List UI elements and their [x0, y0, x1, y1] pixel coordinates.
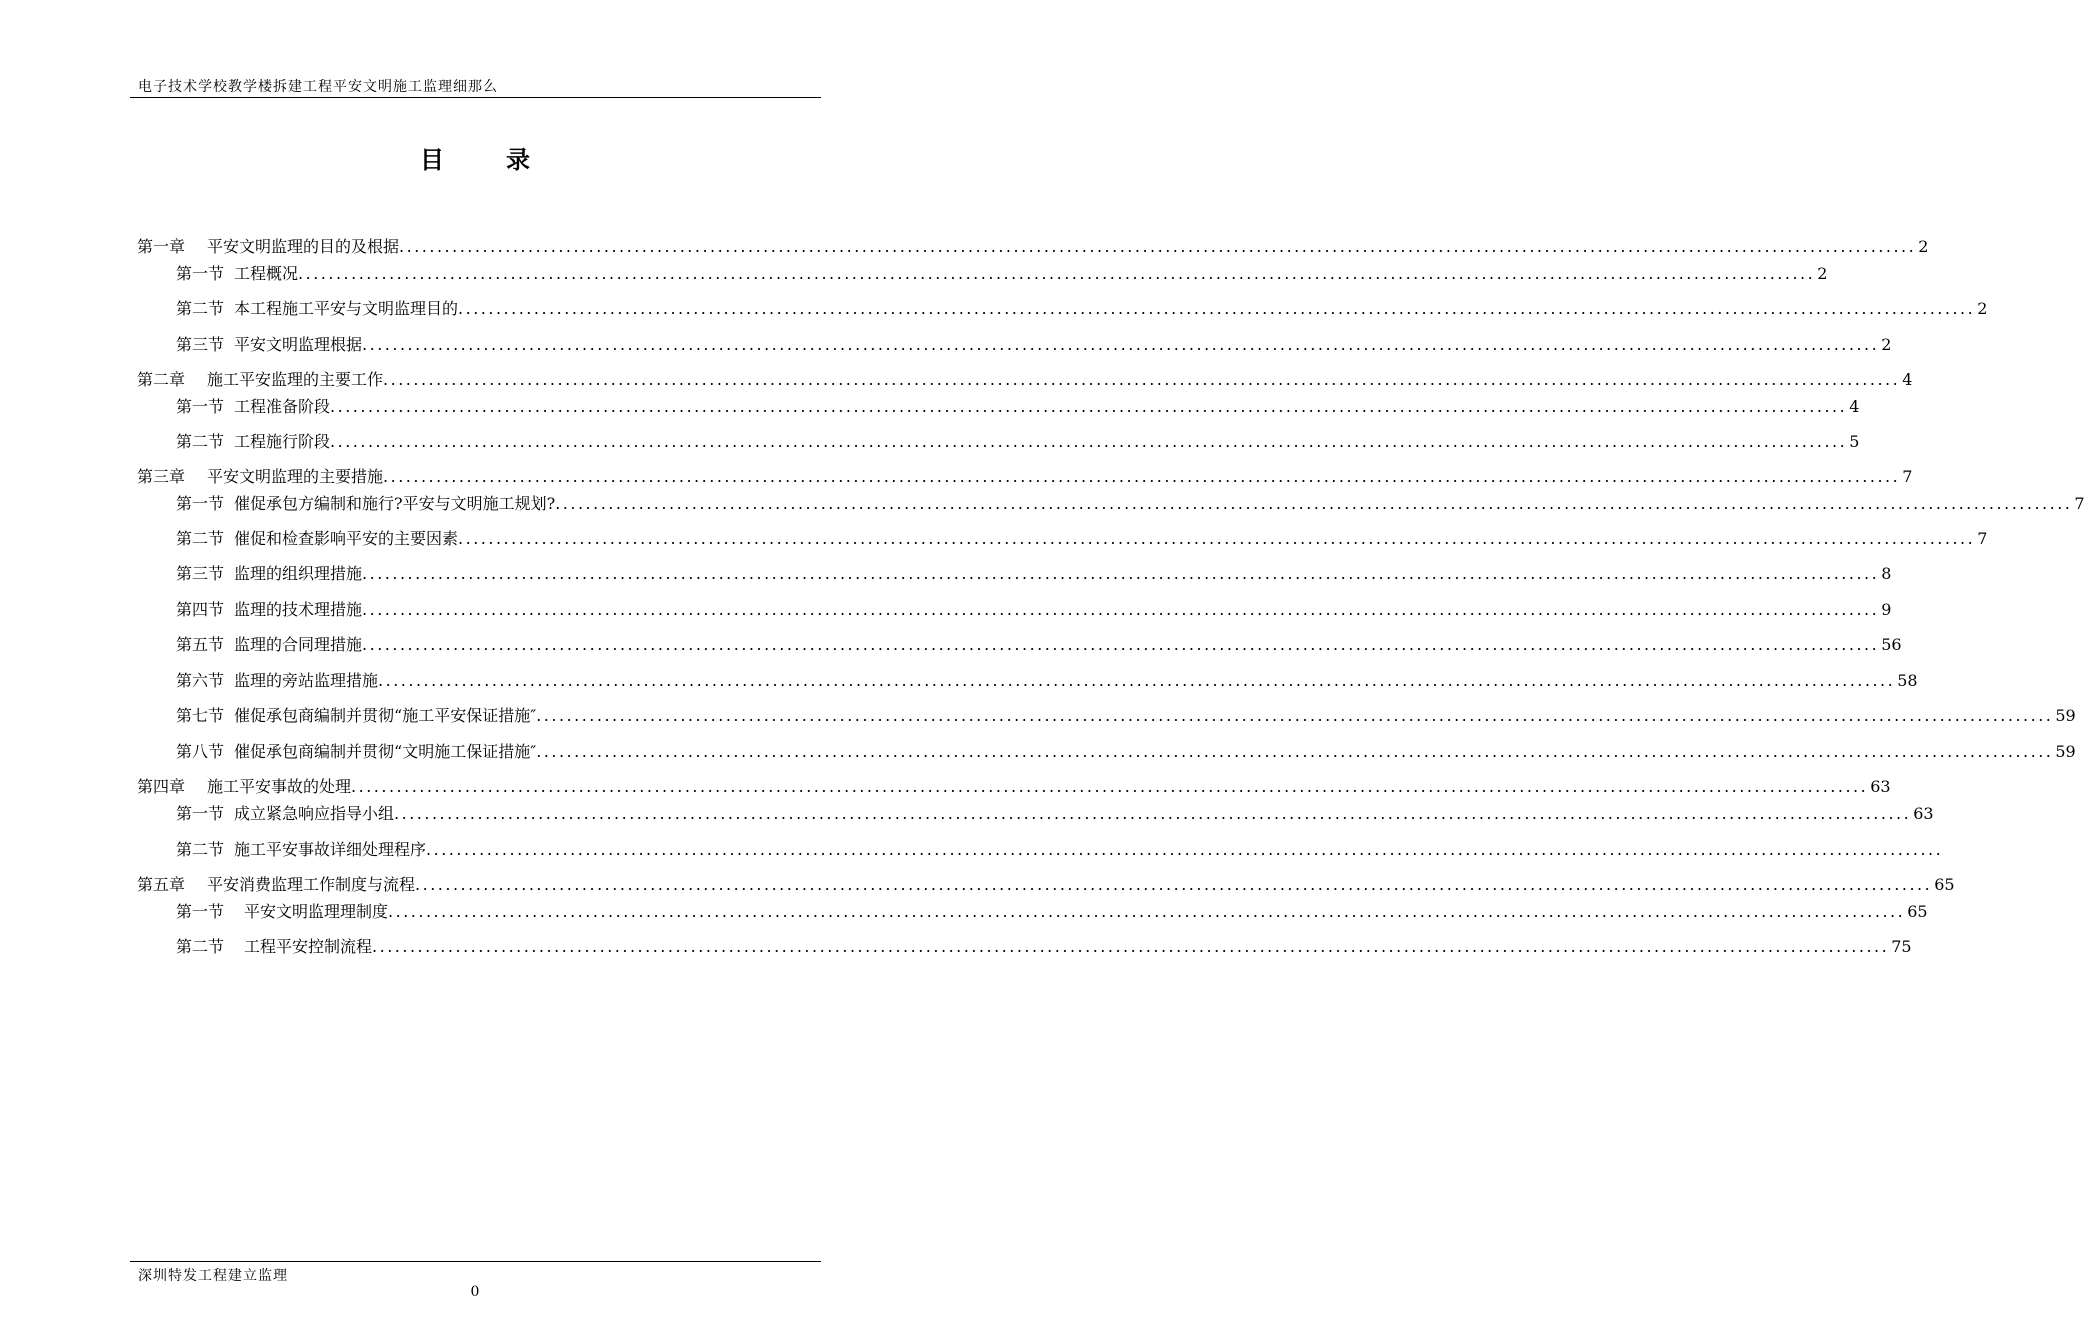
toc-entry-label: 第二节 [176, 529, 225, 548]
toc-dot-leader: ........................................................................................................................................................................................................ [426, 840, 1944, 859]
toc-dot-leader: ........................................................................................................................................................................................................ [362, 335, 1880, 354]
header-rule [130, 97, 821, 98]
toc-entry-title: 平安消费监理工作制度与流程 [207, 875, 416, 894]
toc-entry-title: 监理的合同理措施 [234, 635, 363, 654]
toc-entry-label: 第一节 [176, 902, 225, 921]
toc-entry-label: 第二章 [137, 370, 186, 389]
toc-dot-leader: ........................................................................................................................................................................................................ [351, 777, 1869, 796]
toc-entry-label: 第二节 [176, 840, 225, 859]
toc-entry[interactable] [137, 236, 1929, 258]
toc-entry-label: 第二节 [176, 299, 225, 318]
toc-entry-page: 4 [1849, 397, 1860, 416]
toc-entry-label: 第二节 [176, 937, 225, 956]
toc-entry[interactable] [176, 263, 1828, 285]
page-header-text: 电子技术学校教学楼拆建工程平安文明施工监理细那么 [138, 79, 498, 95]
toc-entry-label: 第八节 [176, 742, 225, 761]
toc-dot-leader: ........................................................................................................................................................................................................ [362, 600, 1880, 619]
toc-entry-label: 第四章 [137, 777, 186, 796]
toc-entry-page: 65 [1907, 902, 1928, 921]
toc-dot-leader: ........................................................................................................................................................................................................ [330, 432, 1848, 451]
toc-dot-leader: ........................................................................................................................................................................................................ [415, 875, 1933, 894]
toc-entry-page: 2 [1918, 237, 1929, 256]
toc-entry-label: 第六节 [176, 671, 225, 690]
toc-entry-page: 2 [1881, 335, 1892, 354]
toc-dot-leader: ........................................................................................................................................................................................................ [394, 804, 1912, 823]
toc-entry-label: 第五章 [137, 875, 186, 894]
toc-dot-leader: ........................................................................................................................................................................................................ [399, 237, 1917, 256]
toc-entry-page: 59 [2055, 706, 2076, 725]
toc-entry-label: 第五节 [176, 635, 225, 654]
toc-entry-page: 58 [1897, 671, 1918, 690]
toc-entry[interactable] [176, 493, 2085, 515]
toc-entry-title: 催促承包商编制并贯彻“文明施工保证措施″ [234, 742, 537, 761]
toc-entry-title: 催促承包商编制并贯彻“施工平安保证措施″ [234, 706, 537, 725]
footer-rule [130, 1261, 821, 1262]
toc-dot-leader: ........................................................................................................................................................................................................ [388, 902, 1906, 921]
toc-dot-leader: ........................................................................................................................................................................................................ [330, 397, 1848, 416]
toc-entry[interactable] [176, 741, 2076, 763]
toc-dot-leader: ........................................................................................................................................................................................................ [458, 529, 1976, 548]
toc-entry-page: 7 [1977, 529, 1988, 548]
toc-entry-title: 工程平安控制流程 [244, 937, 373, 956]
toc-dot-leader: ........................................................................................................................................................................................................ [555, 494, 2073, 513]
toc-entry-title: 成立紧急响应指导小组 [234, 804, 395, 823]
toc-entry-page: 2 [1977, 299, 1988, 318]
toc-entry-title: 监理的旁站监理措施 [234, 671, 379, 690]
toc-entry-title: 催促承包方编制和施行?平安与文明施工规划? [234, 494, 556, 513]
toc-entry-label: 第一章 [137, 237, 186, 256]
toc-entry-title: 监理的技术理措施 [234, 600, 363, 619]
toc-entry-title: 工程概况 [234, 264, 299, 283]
toc-entry[interactable] [176, 334, 1892, 356]
toc-entry[interactable] [176, 396, 1860, 418]
toc-entry-page: 65 [1934, 875, 1955, 894]
toc-entry[interactable] [176, 839, 1944, 861]
toc-entry-page: 2 [1817, 264, 1828, 283]
toc-entry-title: 监理的组织理措施 [234, 564, 363, 583]
toc-entry-title: 催促和检查影响平安的主要因素 [234, 529, 459, 548]
toc-entry-title: 工程施行阶段 [234, 432, 331, 451]
toc-entry-title: 工程准备阶段 [234, 397, 331, 416]
toc-entry-label: 第四节 [176, 600, 225, 619]
toc-entry-title: 本工程施工平安与文明监理目的 [234, 299, 459, 318]
toc-dot-leader: ........................................................................................................................................................................................................ [383, 467, 1901, 486]
toc-entry-page: 63 [1913, 804, 1934, 823]
toc-title: 目录 [420, 145, 592, 174]
toc-entry-page: 56 [1881, 635, 1902, 654]
toc-entry[interactable] [137, 776, 1891, 798]
toc-entry[interactable] [176, 298, 1988, 320]
toc-entry-label: 第三章 [137, 467, 186, 486]
toc-entry-title: 平安文明监理的主要措施 [207, 467, 384, 486]
toc-entry-title: 平安文明监理理制度 [244, 902, 389, 921]
toc-dot-leader: ........................................................................................................................................................................................................ [383, 370, 1901, 389]
toc-entry[interactable] [176, 599, 1892, 621]
toc-entry[interactable] [176, 803, 1934, 825]
toc-entry[interactable] [176, 670, 1918, 692]
toc-entry[interactable] [176, 936, 1912, 958]
toc-dot-leader: ........................................................................................................................................................................................................ [378, 671, 1896, 690]
toc-entry-label: 第一节 [176, 264, 225, 283]
toc-entry[interactable] [176, 528, 1988, 550]
toc-entry[interactable] [137, 369, 1913, 391]
toc-dot-leader: ........................................................................................................................................................................................................ [372, 937, 1890, 956]
toc-dot-leader: ........................................................................................................................................................................................................ [362, 635, 1880, 654]
toc-entry-label: 第三节 [176, 335, 225, 354]
toc-entry[interactable] [137, 466, 1913, 488]
toc-entry-label: 第一节 [176, 397, 225, 416]
toc-entry-label: 第一节 [176, 494, 225, 513]
toc-entry-label: 第一节 [176, 804, 225, 823]
toc-entry-title: 施工平安监理的主要工作 [207, 370, 384, 389]
toc-entry[interactable] [176, 563, 1892, 585]
toc-entry-label: 第三节 [176, 564, 225, 583]
toc-entry-page: 75 [1891, 937, 1912, 956]
toc-dot-leader: ........................................................................................................................................................................................................ [458, 299, 1976, 318]
toc-entry-label: 第七节 [176, 706, 225, 725]
toc-entry-page: 7 [1902, 467, 1913, 486]
toc-entry-page: 9 [1881, 600, 1892, 619]
toc-dot-leader: ........................................................................................................................................................................................................ [536, 706, 2054, 725]
toc-entry-label: 第二节 [176, 432, 225, 451]
toc-dot-leader: ........................................................................................................................................................................................................ [362, 564, 1880, 583]
toc-entry-title: 施工平安事故详细处理程序 [234, 840, 427, 859]
toc-entry[interactable] [176, 705, 2076, 727]
toc-entry-page: 63 [1870, 777, 1891, 796]
toc-entry-page: 8 [1881, 564, 1892, 583]
toc-entry-page: 4 [1902, 370, 1913, 389]
page-number: 0 [470, 1284, 480, 1300]
toc-entry-page: 7 [2074, 494, 2085, 513]
toc-dot-leader: ........................................................................................................................................................................................................ [536, 742, 2054, 761]
toc-entry[interactable] [137, 874, 1955, 896]
page-footer-text: 深圳特发工程建立监理 [138, 1268, 288, 1284]
toc-entry-title: 平安文明监理根据 [234, 335, 363, 354]
toc-dot-leader: ........................................................................................................................................................................................................ [298, 264, 1816, 283]
toc-entry-page: 59 [2055, 742, 2076, 761]
toc-entry-title: 施工平安事故的处理 [207, 777, 352, 796]
toc-entry[interactable] [176, 431, 1860, 453]
toc-entry-title: 平安文明监理的目的及根据 [207, 237, 400, 256]
toc-entry-page: 5 [1849, 432, 1860, 451]
toc-entry[interactable] [176, 634, 1902, 656]
toc-entry[interactable] [176, 901, 1928, 923]
